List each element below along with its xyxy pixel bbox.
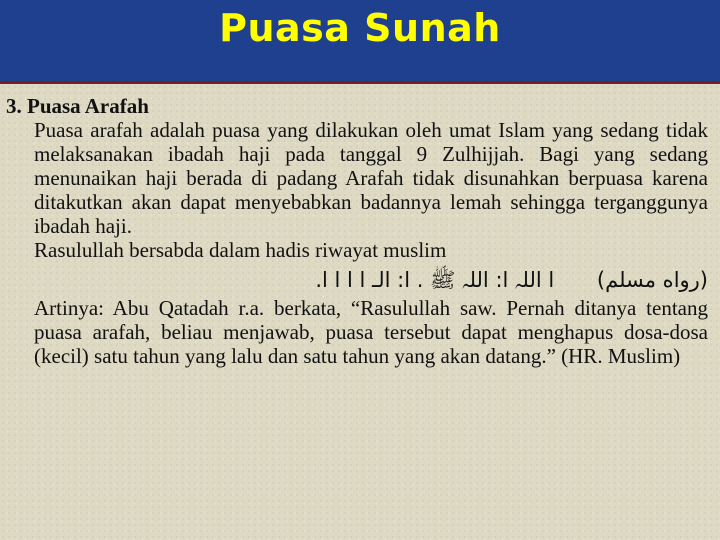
title-bar bbox=[0, 0, 720, 84]
arabic-reference: (رواه مسلم) bbox=[596, 268, 708, 292]
hadith-intro: Rasulullah bersabda dalam hadis riwayat muslim bbox=[34, 238, 447, 262]
arabic-hadith bbox=[34, 266, 708, 294]
definition-paragraph: Puasa arafah adalah puasa yang dilakukan oleh umat Islam yang sedang tidak melaksanakan ibadah haji pada tanggal 9 Zulhijjah. Bagi yang sedang menunaikan haji berada di padang Arafah tidak disunahkan berpuasa karena ditakutkan akan dapat menyebabkan badannya lemah sehingga terganggunya ibadah haji. bbox=[34, 118, 708, 238]
section-heading: 3. Puasa Arafah bbox=[6, 94, 149, 118]
translation-paragraph: Artinya: Abu Qatadah r.a. berkata, “Rasulullah saw. Pernah ditanya tentang puasa arafah, beliau menjawab, puasa tersebut dapat menghapus dosa-dosa (kecil) satu tahun yang lalu dan satu tahun yang akan datang.” (HR. Muslim) bbox=[34, 296, 708, 368]
page-title: Puasa Sunah bbox=[219, 6, 501, 50]
arabic-text: ا اللہ ا: اللہ ﷺ . ا: الـ ا ا ا ا. bbox=[315, 268, 555, 292]
content-area bbox=[6, 94, 708, 368]
